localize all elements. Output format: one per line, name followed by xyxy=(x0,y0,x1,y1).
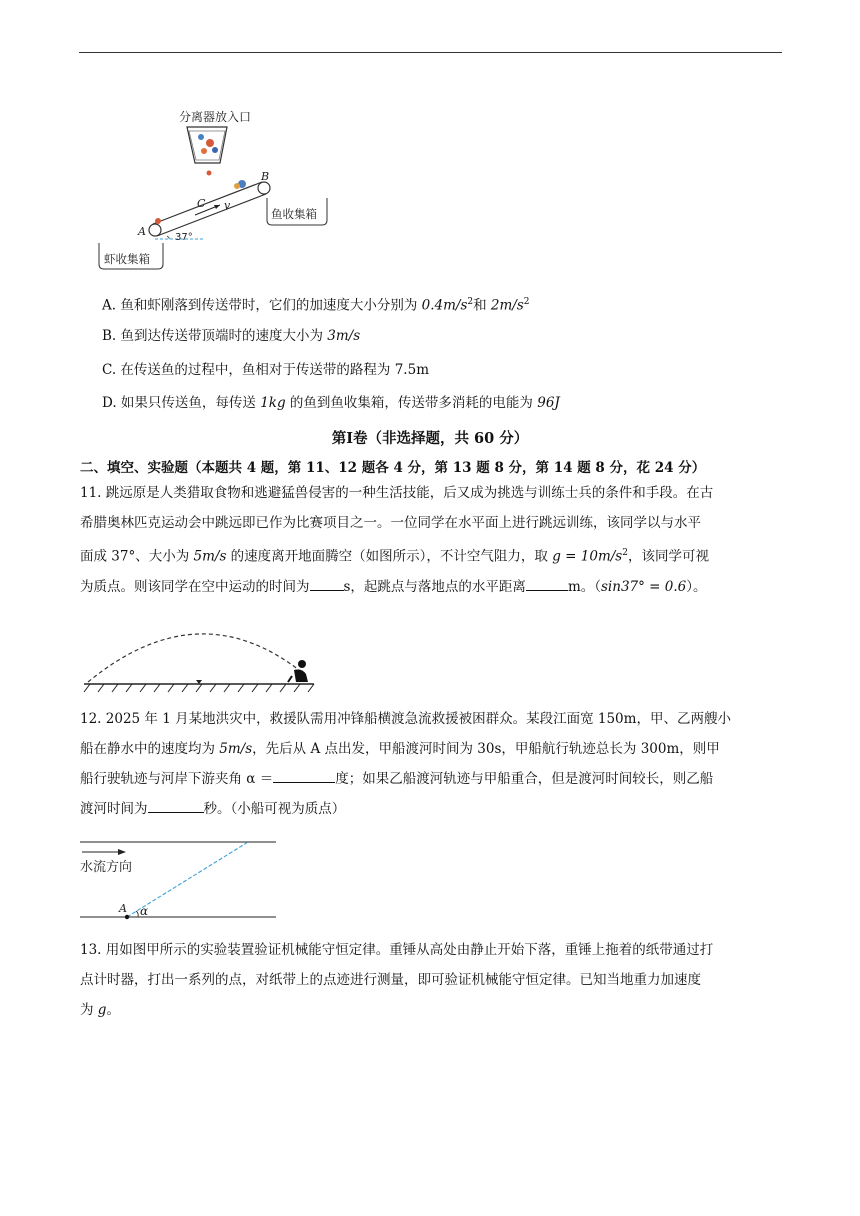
option-d: D. 如果只传送鱼，每传送 1kg 的鱼到鱼收集箱，传送带多消耗的电能为 96J xyxy=(102,395,560,411)
shrimp-icon xyxy=(206,139,214,147)
label-alpha: α xyxy=(140,904,149,918)
conveyor-figure xyxy=(95,105,345,275)
shrimp-bin-label: 虾收集箱 xyxy=(104,252,150,266)
long-jump-figure xyxy=(82,612,318,694)
label-b: B xyxy=(261,170,270,183)
label-angle: 37° xyxy=(175,232,193,243)
label-c: C xyxy=(197,197,206,210)
ground-hatch xyxy=(84,684,314,692)
option-a: A. 鱼和虾刚落到传送带时，它们的加速度大小分别为 $0.4m/s^2$和 $2m/s^2$ xyxy=(102,297,530,314)
question-13: 13. 用如图甲所示的实验装置验证机械能守恒定律。重锤从高处由静止开始下落，重锤上拖着的纸带通过打 点计时器，打出一系列的点，对纸带上的点迹进行测量，即可验证机械能守恒定律。已知当地重力加速度 为 g。 xyxy=(80,942,714,1018)
question-11: 11. 跳远原是人类猎取食物和逃避猛兽侵害的一种生活技能，后又成为挑选与训练士兵的条件和手段。在古 希腊奥林匹克运动会中跳远即已作为比赛项目之一。一位同学在水平面上进行跳远训练，该同学以与水平 面成 37°、大小为 5m/s 的速度离开地面腾空（如图所示），不计空气阻力，取 $g = 10m/s^2$，该同学可视 为质点。则该同学在空中运动的时间为 s，起跳点与落地点的水平距离 m。（sin37° = 0.6）。 xyxy=(80,485,714,595)
label-a: A xyxy=(138,225,146,238)
blank-angle[interactable] xyxy=(273,768,335,783)
roller-b xyxy=(258,182,270,194)
flow-direction-label: 水流方向 xyxy=(80,860,133,875)
volume-heading: 第Ⅰ卷（非选择题，共 60 分） xyxy=(331,430,529,447)
point-a xyxy=(125,915,129,919)
blank-distance[interactable] xyxy=(526,576,568,591)
blank-time[interactable] xyxy=(310,576,344,591)
belt-bottom xyxy=(157,194,266,236)
belt-top xyxy=(153,182,262,224)
label-v: v xyxy=(224,199,231,212)
fish-bin-label: 鱼收集箱 xyxy=(271,207,317,221)
option-c: C. 在传送鱼的过程中，鱼相对于传送带的路程为 7.5m xyxy=(102,362,429,378)
option-b: B. 鱼到达传送带顶端时的速度大小为 3m/s xyxy=(102,328,361,344)
label-a-river: A xyxy=(119,902,127,915)
roller-a xyxy=(149,224,161,236)
blank-crossing-time[interactable] xyxy=(148,798,204,813)
section-heading: 二、填空、实验题（本题共 4 题，第 11、12 题各 4 分，第 13 题 8 分，第 14 题 8 分，花 24 分） xyxy=(80,460,706,476)
river-figure xyxy=(80,838,280,923)
question-12: 12. 2025 年 1 月某地洪灾中，救援队需用冲锋船横渡急流救援被困群众。某段江面宽 150m，甲、乙两艘小 船在静水中的速度均为 5m/s，先后从 A 点出发，甲船渡河时间为 30s，甲船航行轨迹总长为 300m，则甲 船行驶轨迹与河岸下游夹角 α ＝ 度；如果乙船渡河轨迹与甲船重合，但是渡河时间较长，则乙船 渡河时间为 秒。（小船可视为质点） xyxy=(80,711,731,817)
trajectory-curve xyxy=(88,634,304,682)
fish-icon xyxy=(198,134,204,140)
jumper-icon xyxy=(288,660,308,682)
inlet-label: 分离器放入口 xyxy=(179,110,252,124)
header-rule xyxy=(79,52,782,53)
